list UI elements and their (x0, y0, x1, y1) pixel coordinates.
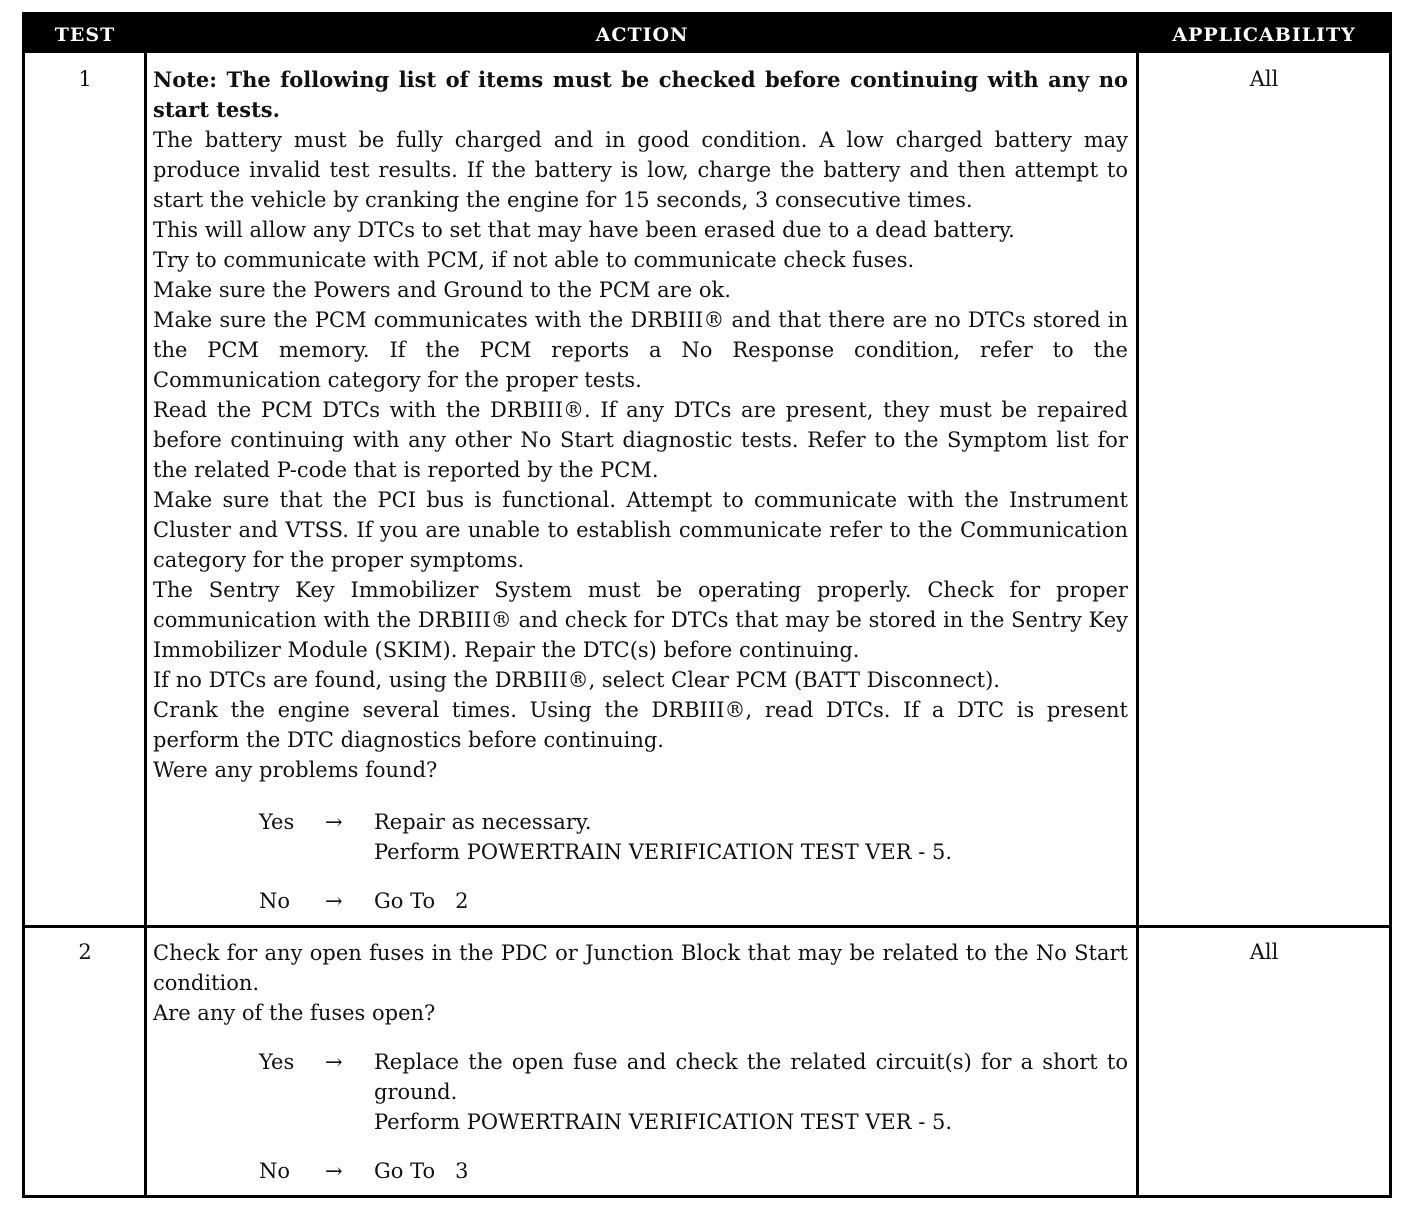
action-paragraph: Try to communicate with PCM, if not able to communicate check fuses. (153, 248, 915, 272)
yes-result (374, 1047, 1128, 1137)
yes-result-line: Perform POWERTRAIN VERIFICATION TEST VER - 5. (374, 1110, 953, 1134)
note-text: Note: The following list of items must be checked before continuing with any no start tests. (153, 67, 1128, 122)
action-text-2 (153, 938, 1128, 1028)
table-header (25, 15, 1389, 53)
question-text: Are any of the fuses open? (153, 1001, 436, 1025)
action-paragraph: Make sure the PCM communicates with the DRBIII® and that there are no DTCs stored in the PCM memory. If the PCM reports a No Response condition, refer to the Communication category for the proper tests. (153, 308, 1128, 392)
yes-result (374, 807, 1128, 867)
action-paragraph: The battery must be fully charged and in good condition. A low charged battery may produce invalid test results. If the battery is low, charge the battery and then attempt to start the vehicle by cranking the engine for 15 seconds, 3 consecutive times. (153, 128, 1128, 212)
arrow-right-icon: → (325, 1159, 343, 1183)
action-paragraph: Read the PCM DTCs with the DRBIII®. If any DTCs are present, they must be repaired before continuing with any other No Start diagnostic tests. Refer to the Symptom list for the related P-code that is reported by the PCM. (153, 398, 1128, 482)
column-divider (144, 53, 147, 1195)
column-divider (1136, 53, 1139, 1195)
action-paragraph: This will allow any DTCs to set that may have been erased due to a dead battery. (153, 218, 1015, 242)
applicability-2: All (1249, 940, 1279, 964)
yes-result-line: Perform POWERTRAIN VERIFICATION TEST VER - 5. (374, 840, 953, 864)
action-paragraph: Make sure the Powers and Ground to the PCM are ok. (153, 278, 731, 302)
arrow-right-icon: → (325, 889, 343, 913)
arrow-right-icon: → (325, 1050, 343, 1074)
action-paragraph: Crank the engine several times. Using the DRBIII®, read DTCs. If a DTC is present perform the DTC diagnostics before continuing. (153, 698, 1128, 752)
no-result: Go To 3 (374, 1159, 469, 1183)
arrow-right-icon: → (325, 810, 343, 834)
action-paragraph: Make sure that the PCI bus is functional. Attempt to communicate with the Instrument Cluster and VTSS. If you are unable to establish communicate refer to the Communication category for the proper symptoms. (153, 488, 1128, 572)
row-divider (25, 925, 1389, 928)
yes-result-line: Replace the open fuse and check the related circuit(s) for a short to ground. (374, 1050, 1128, 1104)
yes-label: Yes (259, 810, 295, 834)
test-number-2: 2 (78, 940, 92, 964)
yes-label: Yes (259, 1050, 295, 1074)
action-paragraph: The Sentry Key Immobilizer System must be operating properly. Check for proper communication with the DRBIII® and check for DTCs that may be stored in the Sentry Key Immobilizer Module (SKIM). Repair the DTC(s) before continuing. (153, 578, 1128, 662)
diagnostic-table (22, 12, 1392, 1198)
no-result: Go To 2 (374, 889, 469, 913)
action-text-1 (153, 65, 1128, 785)
action-paragraph: Check for any open fuses in the PDC or Junction Block that may be related to the No Start condition. (153, 941, 1128, 995)
header-applicability: APPLICABILITY (1172, 24, 1356, 46)
applicability-1: All (1249, 67, 1279, 91)
test-number-1: 1 (78, 67, 92, 91)
no-label: No (259, 1159, 291, 1183)
no-label: No (259, 889, 291, 913)
header-action: ACTION (595, 24, 689, 46)
question-text: Were any problems found? (153, 758, 438, 782)
action-paragraph: If no DTCs are found, using the DRBIII®, select Clear PCM (BATT Disconnect). (153, 668, 1000, 692)
header-test: TEST (54, 24, 116, 46)
yes-result-line: Repair as necessary. (374, 810, 592, 834)
